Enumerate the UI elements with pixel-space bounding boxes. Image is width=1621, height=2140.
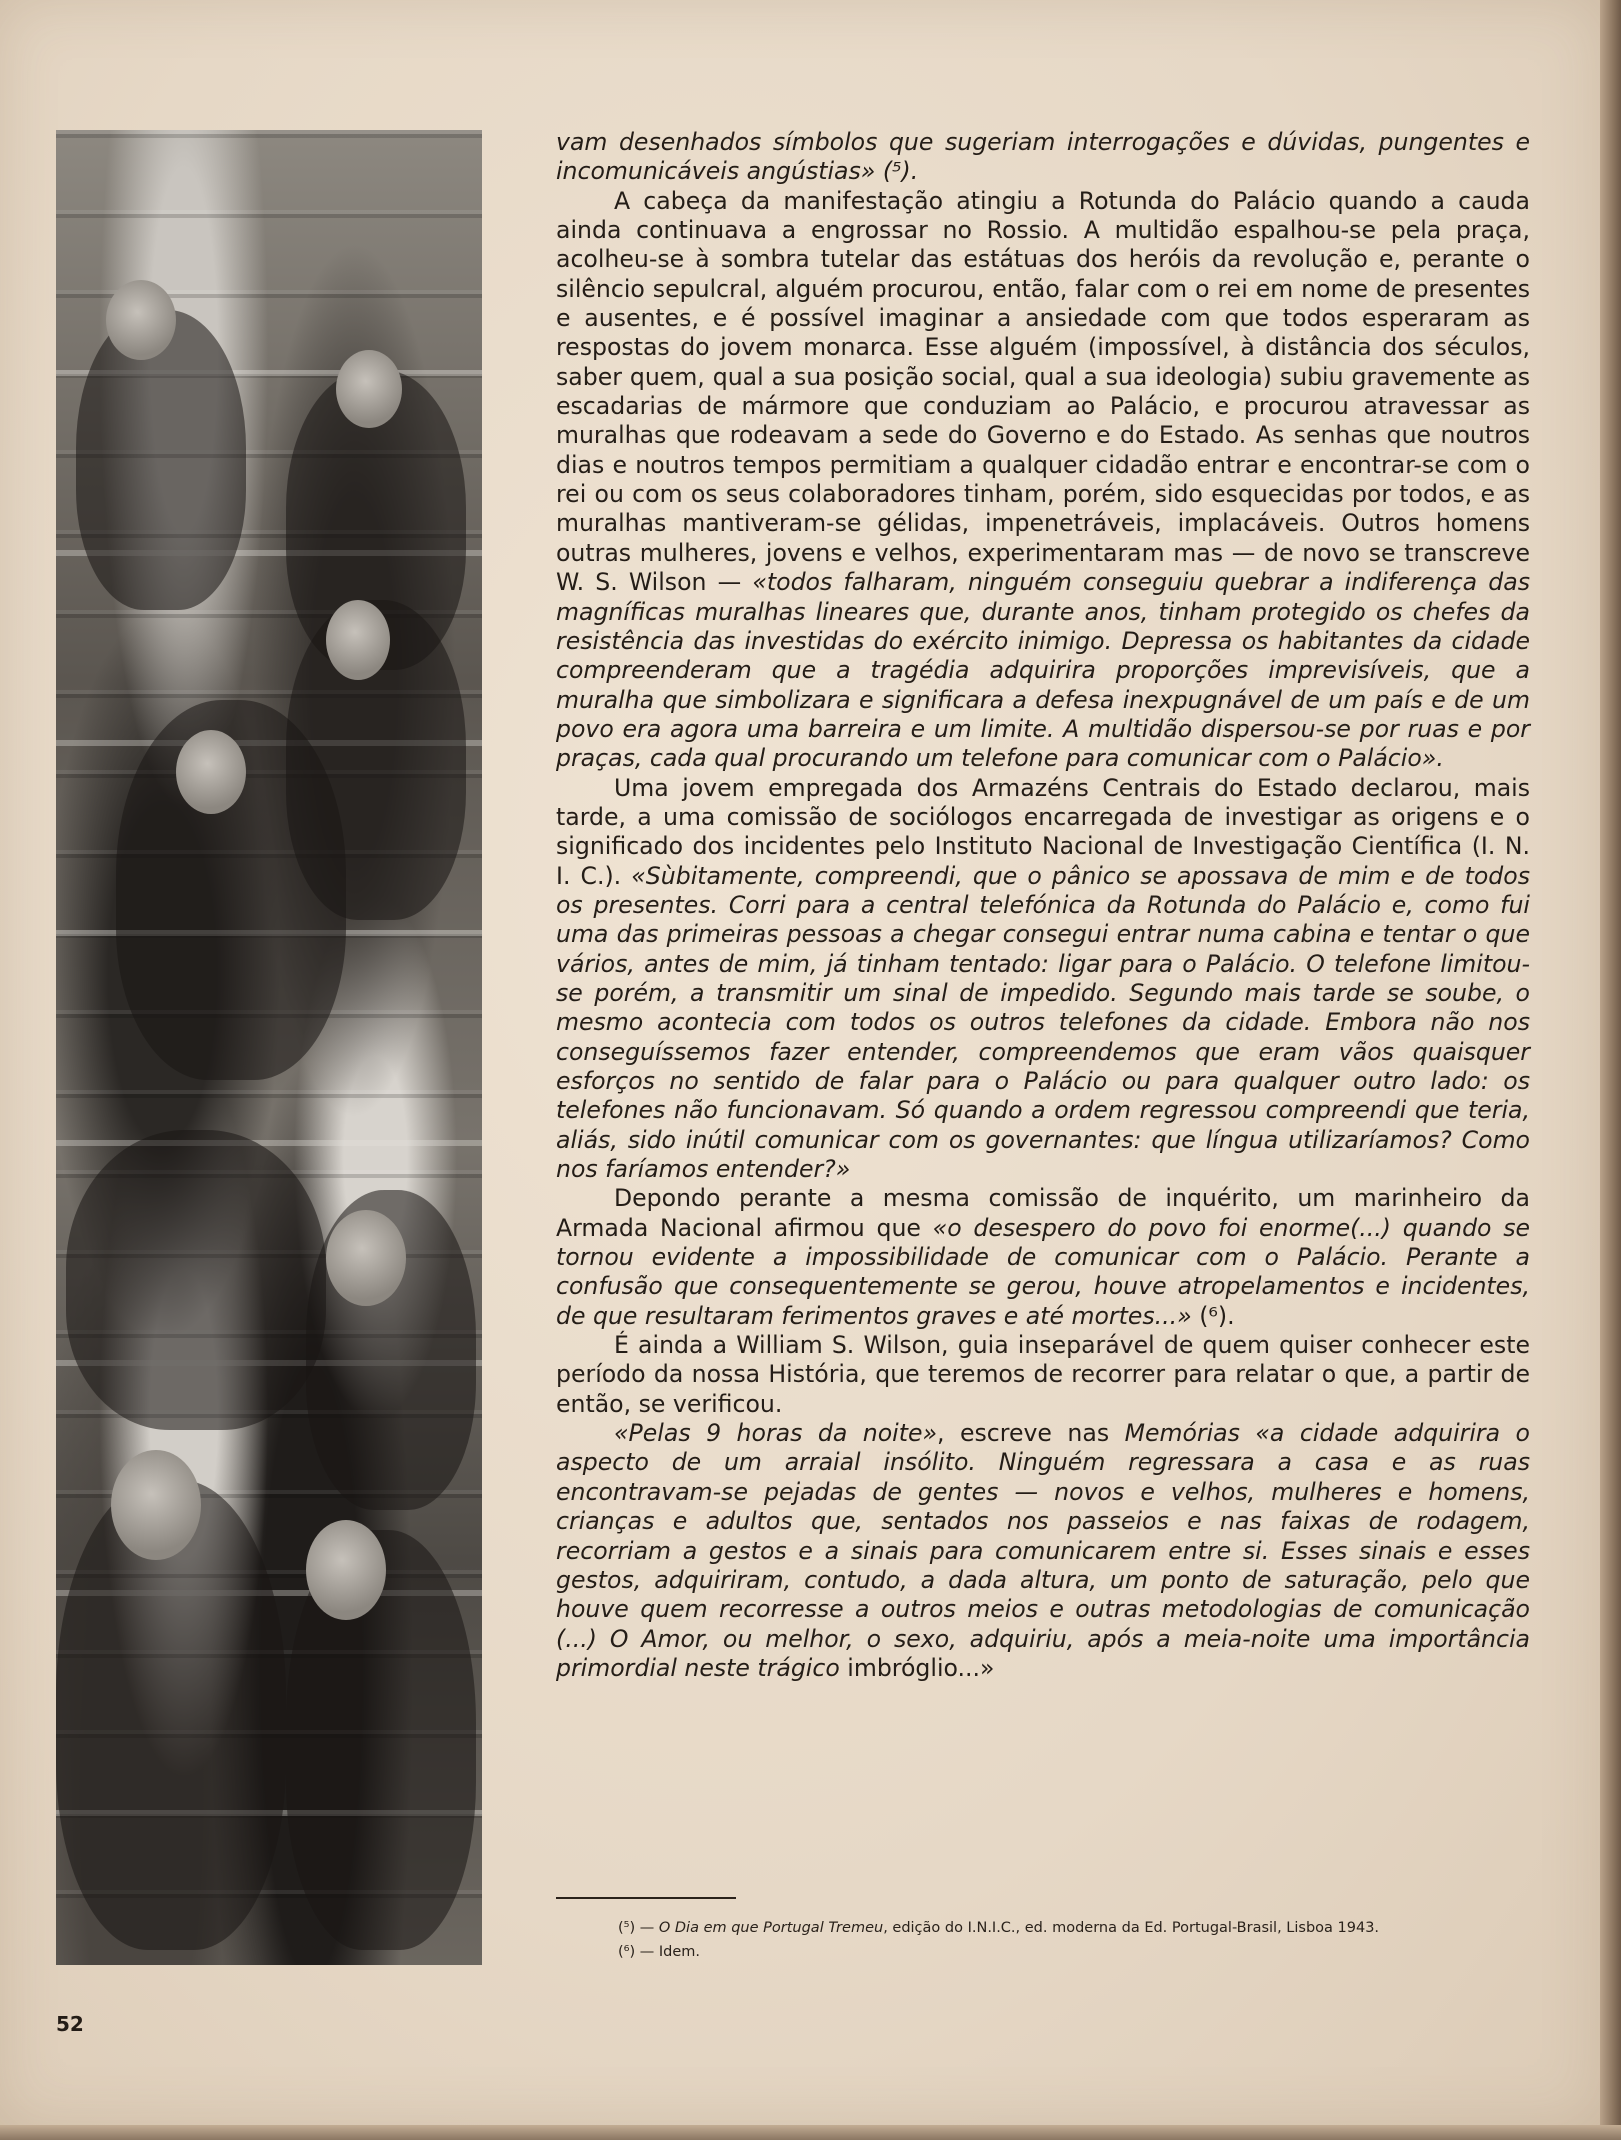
paragraph	[556, 1419, 1530, 1683]
paragraph	[556, 187, 1530, 774]
photo-face	[306, 1520, 386, 1620]
paragraph-text: vam desenhados símbolos que sugeriam interrogações e dúvidas, pungentes e incomunicáveis angústias» (⁵).	[556, 128, 1530, 186]
photo-step-line	[56, 1140, 482, 1146]
quote-text: «o desespero do povo foi enorme(...) quando se tornou evidente a impossibilidade de comunicar com o Palácio. Perante a confusão que consequentemente se gerou, houve atropelamentos e incidentes, de que resultaram ferimentos graves e até mortes...»	[556, 1213, 1531, 1330]
footnote-mark: (⁵) —	[618, 1920, 659, 1936]
article-text	[556, 128, 1530, 1683]
photo-figure	[66, 1130, 326, 1430]
footnote-reference: (⁶).	[1191, 1301, 1235, 1330]
paragraph-text: Uma jovem empregada dos Armazéns Centrais do Estado declarou, mais tarde, a uma comissão de sociólogos encarregada de investigar as origens e o significado dos incidentes pelo Instituto Nacional de Investigação Científica (I. N. I. C.).	[556, 773, 1530, 890]
paragraph-text: imbróglio...»	[839, 1653, 995, 1682]
footnote-title: O Dia em que Portugal Tremeu	[658, 1920, 884, 1936]
quote-text: «todos falharam, ninguém conseguiu quebrar a indiferença das magníficas muralhas lineares que, durante anos, tinham protegido os chefes da resistência das investidas do exército inimigo. Depressa os habitantes da cidade compreenderam que a tragédia adquirira proporções imprevisíveis, que a muralha que simbolizara e significara a defesa inexpugnável de um país e de um povo era agora uma barreira e um limite. A multidão dispersou-se por ruas e por praças, cada qual procurando um telefone para comunicar com o Palácio».	[556, 568, 1530, 773]
paragraph	[556, 1331, 1530, 1419]
paragraph-text: , escreve nas	[937, 1419, 1125, 1448]
footnote-text: , edição do I.N.I.C., ed. moderna da Ed. Portugal-Brasil, Lisboa 1943.	[883, 1920, 1380, 1936]
footnote-text: (⁶) — Idem.	[618, 1944, 700, 1960]
photo-face	[111, 1450, 201, 1560]
photo-figure	[76, 310, 246, 610]
paragraph-text: A cabeça da manifestação atingiu a Rotunda do Palácio quando a cauda ainda continuava a engrossar no Rossio. A multidão espalhou-se pela praça, acolheu-se à sombra tutelar das estátuas dos heróis da revolução e, perante o silêncio sepulcral, alguém procurou, então, falar com o rei em nome de presentes e ausentes, e é possível imaginar a ansiedade com que todos esperaram as respostas do jovem monarca. Esse alguém (impossível, à distância dos séculos, saber quem, qual a sua posição social, qual a sua ideologia) subiu gravemente as escadarias de mármore que conduziam ao Palácio, e procurou atravessar as muralhas que rodeavam a sede do Governo e do Estado. As senhas que noutros dias e noutros tempos permitiam a qualquer cidadão entrar e encontrar-se com o rei ou com os seus colaboradores tinham, porém, sido esquecidas por todos, e as muralhas mantiveram-se gélidas, impenetráveis, implacáveis. Outros homens outras mulheres, jovens e velhos, experimentaram mas — de novo se transcreve W. S. Wilson —	[556, 186, 1530, 597]
paragraph-text: Depondo perante a mesma comissão de inquérito, um marinheiro da Armada Nacional afirmou que	[556, 1184, 1530, 1242]
paragraph-continuation	[556, 128, 1530, 187]
quote-text: «Pelas 9 horas da noite»	[614, 1419, 938, 1448]
photo-face	[326, 1210, 406, 1306]
footnote-6	[556, 1940, 1526, 1964]
photo-face	[176, 730, 246, 814]
photo-face	[326, 600, 390, 680]
page-edge-bottom	[0, 2125, 1621, 2140]
page-edge-right	[1600, 0, 1621, 2140]
photo-face	[106, 280, 176, 360]
paragraph	[556, 774, 1530, 1185]
paragraph-text: É ainda a William S. Wilson, guia inseparável de quem quiser conhecer este período da nossa História, que teremos de recorrer para relatar o que, a partir de então, se verificou.	[556, 1331, 1530, 1418]
crowd-photograph	[56, 130, 482, 1965]
quote-text: «Sùbitamente, compreendi, que o pânico se apossava de mim e de todos os presentes. Corri para a central telefónica da Rotunda do Palácio e, como fui uma das primeiras pessoas a chegar consegui entrar numa cabina e tentar o que vários, antes de mim, já tinham tentado: ligar para o Palácio. O telefone limitou-se porém, a transmitir um sinal de impedido. Segundo mais tarde se soube, o mesmo acontecia com todos os outros telefones da cidade. Embora não nos conseguíssemos fazer entender, compreendemos que eram vãos quaisquer esforços no sentido de falar para o Palácio ou para qualquer outro lado: os telefones não funcionavam. Só quando a ordem regressou compreendi que teria, aliás, sido inútil comunicar com os governantes: que língua utilizaríamos? Como nos faríamos entender?»	[556, 861, 1530, 1184]
book-title: Memórias	[1124, 1419, 1240, 1448]
footnote-rule	[556, 1897, 736, 1899]
footnote-5	[556, 1916, 1526, 1940]
photo-face	[336, 350, 402, 428]
paragraph	[556, 1184, 1530, 1331]
page-number: 52	[56, 2012, 84, 2036]
quote-text: «a cidade adquirira o aspecto de um arraial insólito. Ninguém regressara a casa e as ruas encontravam-se pejadas de gentes — novos e velhos, mulheres e homens, crianças e adultos que, sentados nos passeios e nas faixas de rodagem, recorriam a gestos e a sinais para comunicarem entre si. Esses sinais e esses gestos, adquiriram, contudo, a dada altura, um ponto de saturação, pelo que houve quem recorresse a outros meios e outras metodologias de comunicação (...) O Amor, ou melhor, o sexo, adquiriu, após a meia-noite uma importância primordial neste trágico	[556, 1419, 1530, 1682]
footnotes	[556, 1916, 1526, 1964]
